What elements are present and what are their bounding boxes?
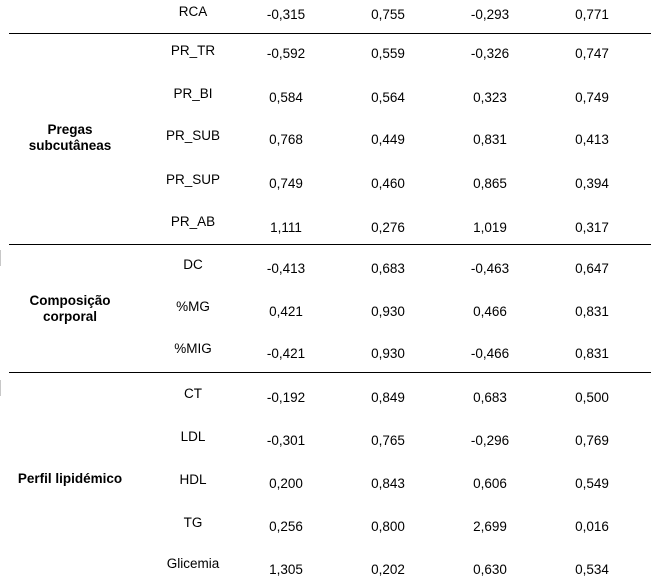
value-cell-v1: 0,200: [269, 476, 303, 491]
value-cell-v2: 0,843: [371, 476, 405, 491]
value-cell-v1: 0,584: [269, 90, 303, 105]
value-cell-v3: 0,831: [473, 132, 507, 147]
value-cell-v2: 0,849: [371, 390, 405, 405]
value-cell-v4: 0,647: [575, 261, 609, 276]
variable-label: CT: [184, 386, 202, 401]
value-cell-v2: 0,930: [371, 304, 405, 319]
variable-label: %MG: [176, 299, 210, 314]
value-cell-v2: 0,800: [371, 519, 405, 534]
group-title: Perfil lipidémico: [17, 471, 123, 486]
value-cell-v3: -0,296: [470, 433, 510, 448]
value-cell-v3: -0,326: [470, 46, 510, 61]
value-cell-v4: 0,747: [575, 46, 609, 61]
row-divider: [9, 244, 651, 245]
value-cell-v2: 0,930: [371, 346, 405, 361]
value-cell-v1: 1,305: [269, 562, 303, 577]
value-cell-v3: -0,466: [470, 346, 510, 361]
value-cell-v4: 0,534: [575, 562, 609, 577]
variable-label: TG: [183, 515, 203, 530]
value-cell-v2: 0,460: [371, 176, 405, 191]
variable-label: PR_BI: [173, 86, 213, 101]
value-cell-v3: 0,683: [473, 390, 507, 405]
value-cell-v3: 0,865: [473, 176, 507, 191]
value-cell-v4: 0,016: [575, 519, 609, 534]
value-cell-v1: 0,768: [269, 132, 303, 147]
variable-label: %MIG: [174, 341, 212, 356]
value-cell-v2: 0,765: [371, 433, 405, 448]
value-cell-v1: 0,256: [269, 519, 303, 534]
variable-label: DC: [183, 257, 203, 272]
variable-label: PR_AB: [170, 214, 216, 229]
value-cell-v1: -0,421: [266, 346, 306, 361]
value-cell-v1: -0,301: [266, 433, 306, 448]
value-cell-v3: 0,606: [473, 476, 507, 491]
variable-label: Glicemia: [166, 556, 220, 571]
value-cell-v4: 0,769: [575, 433, 609, 448]
value-cell-v2: 0,683: [371, 261, 405, 276]
side-mark: [0, 250, 1, 266]
value-cell-v1: -0,192: [266, 390, 306, 405]
value-cell-v1: -0,315: [266, 7, 306, 22]
value-cell-v2: 0,559: [371, 46, 405, 61]
value-cell-v1: 0,749: [269, 176, 303, 191]
value-cell-v2: 0,276: [371, 220, 405, 235]
value-cell-v4: 0,394: [575, 176, 609, 191]
row-divider: [9, 33, 651, 34]
value-cell-v4: 0,413: [575, 132, 609, 147]
value-cell-v4: 0,317: [575, 220, 609, 235]
group-title: Pregas subcutâneas: [28, 122, 112, 153]
value-cell-v3: 2,699: [473, 519, 507, 534]
value-cell-v4: 0,549: [575, 476, 609, 491]
variable-label: LDL: [180, 429, 206, 444]
value-cell-v2: 0,755: [371, 7, 405, 22]
value-cell-v4: 0,771: [575, 7, 609, 22]
side-mark: [0, 380, 1, 396]
variable-label: PR_SUP: [165, 172, 221, 187]
value-cell-v4: 0,500: [575, 390, 609, 405]
value-cell-v3: 0,630: [473, 562, 507, 577]
value-cell-v3: 1,019: [473, 220, 507, 235]
value-cell-v1: -0,413: [266, 261, 306, 276]
variable-label: PR_TR: [170, 43, 216, 58]
value-cell-v3: -0,463: [470, 261, 510, 276]
variable-label: HDL: [179, 472, 207, 487]
value-cell-v4: 0,749: [575, 90, 609, 105]
value-cell-v3: 0,466: [473, 304, 507, 319]
group-title: Composição corporal: [29, 293, 111, 324]
value-cell-v1: 0,421: [269, 304, 303, 319]
value-cell-v3: 0,323: [473, 90, 507, 105]
row-divider: [9, 372, 651, 373]
value-cell-v1: -0,592: [266, 46, 306, 61]
value-cell-v2: 0,449: [371, 132, 405, 147]
value-cell-v4: 0,831: [575, 346, 609, 361]
value-cell-v4: 0,831: [575, 304, 609, 319]
variable-label: PR_SUB: [165, 128, 221, 143]
value-cell-v2: 0,202: [371, 562, 405, 577]
variable-label: RCA: [178, 4, 208, 19]
value-cell-v1: 1,111: [270, 220, 302, 235]
value-cell-v2: 0,564: [371, 90, 405, 105]
value-cell-v3: -0,293: [470, 7, 510, 22]
